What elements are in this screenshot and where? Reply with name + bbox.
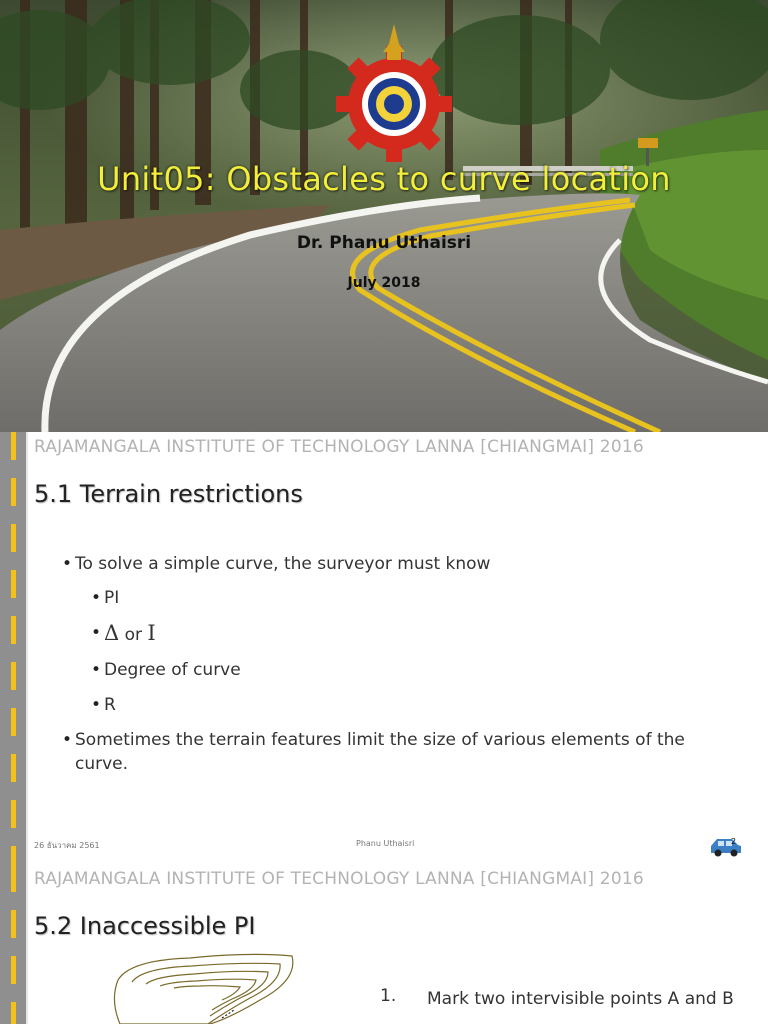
title-slide	[0, 0, 768, 432]
presentation-title: Unit05: Obstacles to curve location	[97, 160, 671, 198]
bullet-item: • To solve a simple curve, the surveyor must know	[75, 552, 740, 576]
slide-title: 5.1 Terrain restrictions	[34, 480, 303, 508]
institution-header: RAJAMANGALA INSTITUTE OF TECHNOLOGY LANNA [CHIANGMAI] 2016	[34, 437, 644, 457]
page-number-car-icon	[708, 834, 744, 858]
terrain-restrictions-slide	[0, 432, 768, 864]
sub-bullet-item: • PI	[104, 586, 740, 610]
university-logo	[333, 22, 455, 162]
step-text: Mark two intervisible points A and B	[427, 989, 734, 1009]
intersection-angle-symbol: I	[147, 621, 156, 645]
author-name: Dr. Phanu Uthaisri	[296, 233, 472, 253]
inaccessible-pi-slide	[0, 864, 768, 1024]
road-strip-decoration	[0, 432, 28, 864]
or-text: or	[119, 625, 148, 645]
sub-bullet-item: • Degree of curve	[104, 658, 740, 682]
step-number: 1.	[380, 986, 397, 1006]
presentation-date: July 2018	[347, 275, 421, 291]
institution-header: RAJAMANGALA INSTITUTE OF TECHNOLOGY LANNA [CHIANGMAI] 2016	[34, 869, 644, 889]
contour-map-figure	[110, 950, 300, 1024]
bullet-item: • Sometimes the terrain features limit the size of various elements of the curve.	[75, 728, 740, 776]
road-strip-decoration	[0, 864, 28, 1024]
footer-date: 26 ธันวาคม 2561	[34, 841, 100, 850]
footer-author: Phanu Uthaisri	[356, 839, 415, 848]
sub-bullet-item: • R	[104, 693, 740, 717]
page-number: 2	[731, 837, 737, 846]
sub-bullet-item	[104, 621, 740, 647]
delta-symbol: Δ	[104, 621, 120, 645]
bullet-list	[60, 552, 740, 786]
slide-title: 5.2 Inaccessible PI	[34, 912, 256, 940]
